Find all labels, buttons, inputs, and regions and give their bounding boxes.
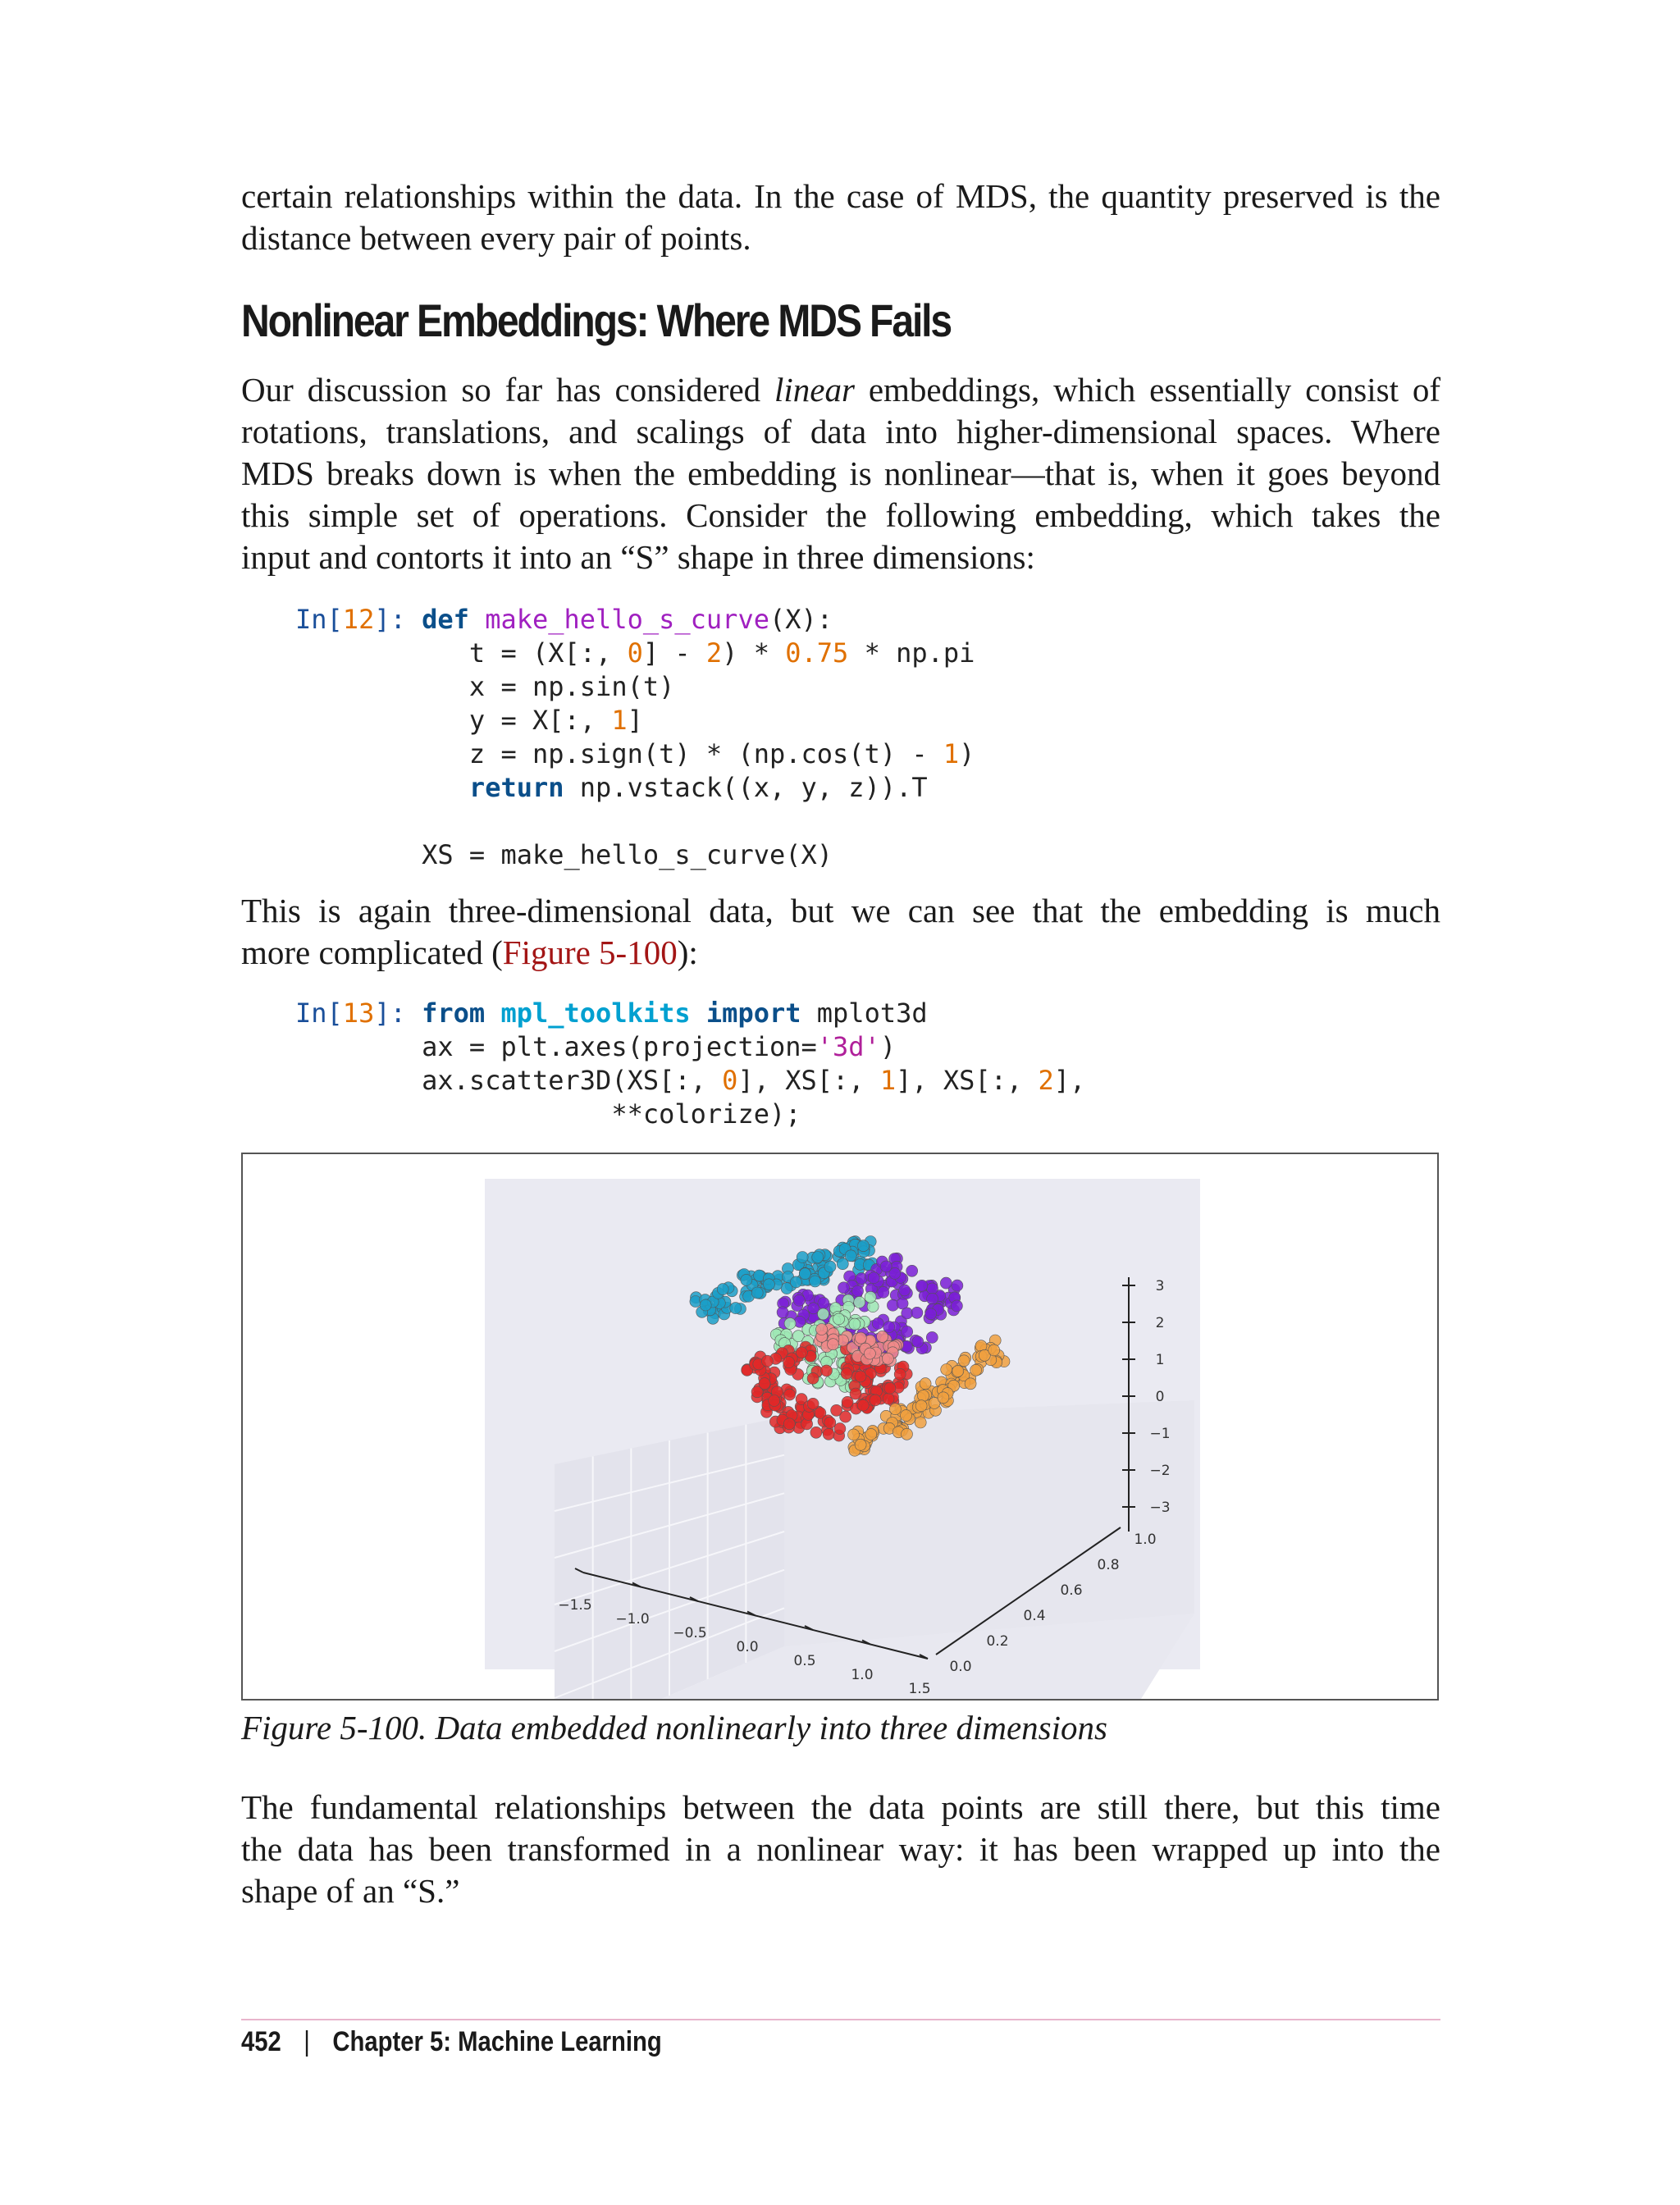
emphasis-linear: linear [774,371,855,409]
scatter-point [807,1398,819,1409]
scatter-point [841,1368,852,1380]
scatter-point [912,1336,924,1348]
x-tick-label: −0.5 [673,1625,707,1641]
scatter-point [940,1277,952,1289]
text-line: certain relationships within the data. In the case of MDS, the quantity preserved is the [241,177,1440,215]
scatter-point [916,1280,928,1291]
scatter-point [915,1400,927,1412]
scatter-point [958,1355,970,1367]
scatter3d-figure [243,1154,1437,1699]
scatter-point [810,1276,821,1287]
scatter-point [902,1428,913,1440]
x-tick-label: 1.5 [908,1681,931,1697]
scatter-point [865,1291,876,1303]
scatter-point [941,1364,952,1376]
text-line [241,369,1440,411]
text-line: MDS breaks down is when the embedding is nonlinear—that is, when it goes beyond [241,454,1440,492]
scatter-point [852,1285,864,1297]
prompt: In[13]: [295,998,406,1029]
scatter-point [864,1348,875,1359]
scatter-point [741,1274,752,1285]
scatter-point [783,1418,795,1430]
scatter-point [877,1331,888,1342]
text-line: rotations, translations, and scalings of data into higher-dimensional spaces. Where [241,413,1440,450]
x-tick-label: 0.5 [793,1653,816,1669]
scatter-point [784,1389,796,1400]
scatter-point [865,1428,877,1440]
scatter-point [858,1240,870,1252]
code-line: XS = make_hello_s_curve(X) [422,839,833,870]
figure-caption: Figure 5-100. Data embedded nonlinearly into three dimensions [241,1709,1107,1746]
code-line: y = X[:, 1] [468,705,643,736]
scatter-point [821,1365,833,1376]
footer-rule [241,2019,1440,2020]
x-tick-label: 0.0 [736,1639,759,1655]
scatter-point [884,1382,896,1394]
scatter-point [883,1322,895,1333]
scatter-point [926,1331,938,1343]
page-number: 452 [241,2026,281,2057]
scatter-point [797,1252,808,1263]
text-line: shape of an “S.” [241,1872,460,1910]
code-text: mplot3d [801,998,928,1029]
z-tick-label: 1 [1155,1352,1165,1368]
scatter-point [868,1272,879,1284]
text-run: Our discussion so far has considered [241,371,775,409]
scatter-point [882,1353,893,1364]
intro-paragraph [241,176,1440,259]
scatter-point [988,1344,1000,1356]
paragraph-fundamental [241,1787,1440,1912]
z-tick-label: −3 [1149,1500,1171,1516]
function-name: make_hello_s_curve [485,604,769,635]
scatter-point [845,1250,856,1262]
scatter-point [763,1279,774,1290]
scatter-point [784,1317,796,1329]
z-tick-label: −1 [1149,1426,1171,1442]
scatter-point [777,1307,788,1318]
code-line: ax.scatter3D(XS[:, 0], XS[:, 1], XS[:, 2], [422,1065,1086,1096]
scatter-point [927,1293,938,1304]
scatter-point [833,1313,845,1325]
scatter-point [818,1298,829,1309]
code-line: ax = plt.axes(projection='3d') [422,1031,897,1062]
scatter-point [918,1390,929,1402]
code-line: x = np.sin(t) [468,671,675,702]
keyword-import: import [705,998,801,1029]
scatter-point [911,1307,923,1318]
keyword-def: def [422,604,469,635]
text-line: the data has been transformed in a nonlinear way: it has been wrapped up into the [241,1830,1440,1868]
scatter-point [855,1439,866,1450]
text-line: more complicated (Figure 5-100): [241,934,698,971]
figure-link[interactable]: Figure 5-100 [502,934,678,971]
scatter-point [759,1378,770,1390]
y-tick-label: 0.0 [949,1659,972,1675]
scatter-point [824,1261,836,1272]
scatter-point [854,1297,865,1308]
paragraph-linear-embeddings [241,369,1440,578]
scatter-point [824,1417,836,1428]
scatter-point [951,1300,962,1312]
scatter-point [906,1265,918,1276]
z-tick-label: −2 [1149,1463,1171,1479]
scatter-point [838,1282,850,1294]
y-tick-label: 0.8 [1097,1557,1120,1573]
z-tick-label: 2 [1155,1315,1165,1331]
scatter-point [857,1399,869,1411]
footer-separator: | [304,2026,310,2057]
page-footer [241,2026,662,2058]
scatter-point [915,1417,926,1428]
scatter-point [823,1428,834,1440]
scatter-point [889,1404,901,1415]
code-line: t = (X[:, 0] - 2) * 0.75 * np.pi [468,637,975,669]
scatter-point [849,1318,861,1330]
scatter-point [812,1252,824,1263]
scatter-point [816,1324,828,1335]
scatter-point [818,1308,829,1320]
code-line: z = np.sign(t) * (np.cos(t) - 1) [468,738,975,769]
scatter-point [899,1285,911,1296]
scatter-point [700,1299,711,1311]
y-tick-label: 1.0 [1134,1532,1157,1548]
scatter-point [927,1283,938,1294]
scatter-point [751,1287,763,1299]
scatter-point [920,1378,931,1390]
scatter-point [894,1368,906,1380]
x-tick-label: −1.5 [558,1597,592,1614]
scatter-point [878,1286,889,1298]
text-run: embeddings, which essentially consist of [854,371,1440,409]
scatter-point [855,1371,866,1382]
scatter-point [902,1326,913,1337]
text-line: input and contorts it into an “S” shape in three dimensions: [241,538,1035,576]
text-line: This is again three-dimensional data, but we can see that the embedding is much [241,892,1440,929]
z-tick-label: 0 [1155,1389,1165,1405]
section-heading: Nonlinear Embeddings: Where MDS Fails [241,294,952,346]
text-line: distance between every pair of points. [241,219,751,257]
y-tick-label: 0.4 [1023,1608,1046,1624]
paragraph-complicated [241,890,1440,974]
scatter-point [901,1410,912,1422]
code-cell-12 [295,603,975,872]
module-name: mpl_toolkits [500,998,691,1029]
figure-frame [241,1153,1439,1701]
scatter-point [799,1268,810,1280]
scatter-point [952,1365,964,1376]
scatter-point [842,1396,853,1408]
code-text: (X): [769,604,833,635]
prompt: In[12]: [295,604,406,635]
scatter-point [790,1276,801,1288]
x-tick-label: −1.0 [615,1611,650,1628]
scatter-point [870,1395,881,1406]
scatter-point [872,1317,883,1329]
keyword-from: from [422,998,486,1029]
scatter-point [828,1339,839,1350]
y-tick-label: 0.6 [1060,1582,1083,1599]
code-line: return np.vstack((x, y, z)).T [468,772,928,803]
scatter-point [952,1280,963,1291]
scatter-point [970,1364,982,1376]
scatter-point [855,1332,866,1344]
scatter-point [796,1347,807,1358]
scatter-point [925,1308,937,1320]
scatter-point [793,1294,805,1306]
scatter-point [761,1355,773,1367]
scatter-point [850,1388,861,1399]
scatter-point [848,1429,860,1440]
scatter-point [717,1284,728,1295]
scatter-point [834,1423,846,1435]
back-pane [784,1400,1194,1646]
scatter-point [810,1427,822,1438]
text-line: The fundamental relationships between the data points are still there, but this time [241,1788,1440,1826]
code-line: **colorize); [611,1098,801,1130]
scatter-point [807,1372,819,1384]
scatter-point [883,1393,894,1404]
scatter-point [938,1392,949,1404]
scatter-point [840,1411,851,1422]
z-tick-label: 3 [1155,1278,1165,1294]
scatter-point [769,1395,780,1407]
code-cell-13 [295,997,1085,1131]
y-tick-label: 0.2 [986,1633,1009,1650]
scatter-point [783,1357,795,1368]
text-line: this simple set of operations. Consider the following embedding, which takes the [241,496,1440,534]
x-tick-label: 1.0 [851,1667,874,1683]
scatter-point [880,1261,892,1272]
scatter-point [965,1378,976,1390]
chapter-title: Chapter 5: Machine Learning [332,2026,662,2057]
axis-panes [555,1400,1194,1699]
scatter-point [730,1303,742,1314]
